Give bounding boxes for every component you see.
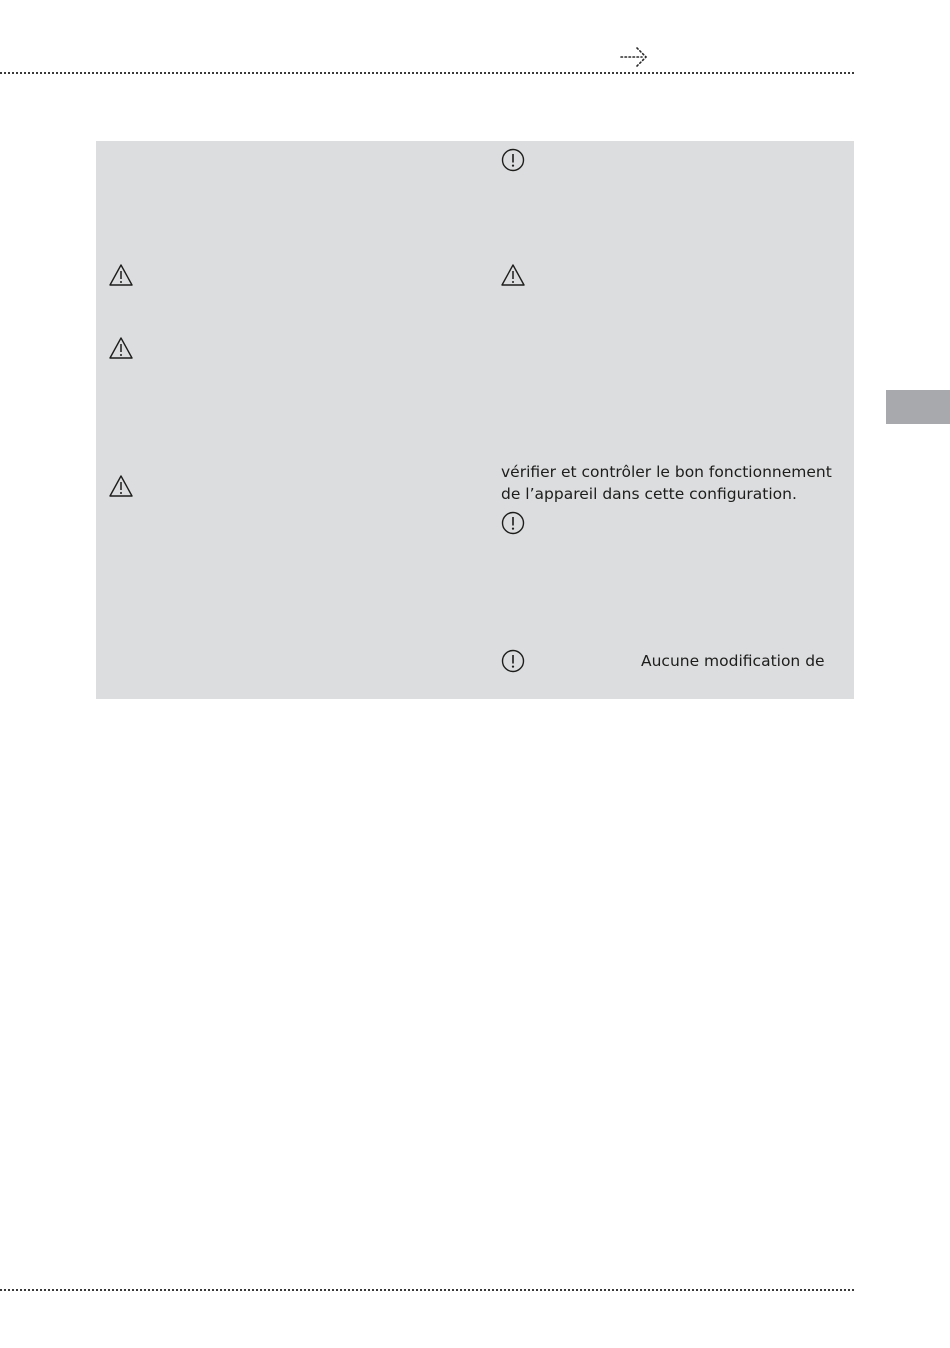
paragraph-line: vérifier et contrôler le bon fonctionnement [501,463,832,481]
exclamation-circle-icon [500,510,526,536]
paragraph-line: de l’appareil dans cette configuration. [501,485,797,503]
exclamation-circle-icon [500,147,526,173]
dotted-arrow-right-icon [620,44,650,68]
chapter-side-tab [886,390,950,424]
warning-triangle-icon [108,473,134,499]
warning-triangle-icon [500,262,526,288]
warning-triangle-icon [108,335,134,361]
warning-triangle-icon [108,262,134,288]
footer-dotted-rule [0,1289,854,1291]
safety-notice-box [96,141,854,699]
caution-note-text: Aucune modification de [641,652,825,670]
header-dotted-rule [0,72,854,74]
exclamation-circle-icon [500,648,526,674]
